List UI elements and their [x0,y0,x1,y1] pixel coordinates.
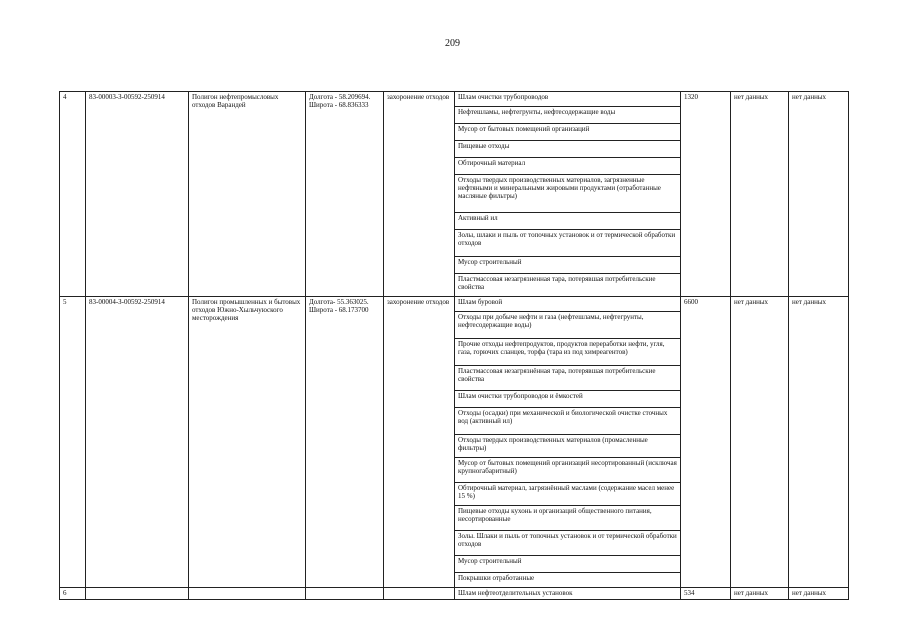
waste-register-table [59,91,849,600]
purpose-cell: захоронение отходов [384,92,455,297]
data-cell-8: нет данных [789,297,849,588]
waste-type-cell: Пищевые отходы [455,141,681,158]
object-code-cell [86,588,189,600]
table-row [60,588,849,600]
waste-type-cell: Обтирочный материал [455,158,681,175]
waste-type-cell: Активный ил [455,213,681,230]
object-code-cell: 83-00004-З-00592-250914 [86,297,189,588]
data-cell-7: нет данных [731,588,789,600]
data-cell-8: нет данных [789,92,849,297]
waste-type-cell: Пищевые отходы кухонь и организаций общественного питания, несортированные [455,506,681,531]
row-number-cell: 5 [60,297,86,588]
capacity-cell: 6600 [681,297,731,588]
purpose-cell [384,588,455,600]
waste-type-cell: Прочие отходы нефтепродуктов, продуктов переработки нефти, угля, газа, горючих сланцев, торфа (тара из под химреагентов) [455,339,681,366]
object-name-cell [189,588,306,600]
object-code-cell: 83-00003-З-00592-250914 [86,92,189,297]
coordinates-cell: Долгота- 55.363025. Широта - 68.173700 [306,297,384,588]
table-row [60,92,849,107]
data-cell-7: нет данных [731,92,789,297]
object-name-cell: Полигон промышленных и бытовых отходов Южно-Хыльчуюского месторождения [189,297,306,588]
waste-type-cell: Шлам нефтеотделительных установок [455,588,681,600]
waste-type-cell: Шлам очистки трубопроводов и ёмкостей [455,391,681,408]
waste-type-cell: Мусор строительный [455,257,681,274]
row-number-cell: 6 [60,588,86,600]
coordinates-cell [306,588,384,600]
waste-type-cell: Обтирочный материал, загрязнённый маслами (содержание масел менее 15 %) [455,483,681,506]
waste-type-cell: Отходы при добыче нефти и газа (нефтешламы, нефтегрунты, нефтесодержащие воды) [455,312,681,339]
data-cell-7: нет данных [731,297,789,588]
coordinates-cell: Долгота - 58.209694. Широта - 68.836333 [306,92,384,297]
waste-type-cell: Шлам очистки трубопроводов [455,92,681,107]
waste-type-cell: Шлам буровой [455,297,681,312]
waste-type-cell: Отходы (осадки) при механической и биологической очистке сточных вод (активный ил) [455,408,681,435]
waste-type-cell: Золы. Шлаки и пыль от топочных установок и от термической обработки отходов [455,531,681,556]
purpose-cell: захоронение отходов [384,297,455,588]
waste-type-cell: Пластмассовая незагрязнённая тара, потерявшая потребительские свойства [455,366,681,391]
waste-type-cell: Мусор строительный [455,556,681,573]
waste-type-cell: Нефтешламы, нефтегрунты, нефтесодержащие воды [455,107,681,124]
waste-type-cell: Отходы твердых производственных материалов (промасленные фильтры) [455,435,681,458]
data-cell-8: нет данных [789,588,849,600]
waste-type-cell: Мусор от бытовых помещений организаций [455,124,681,141]
page-number: 209 [445,38,460,49]
table-row [60,297,849,312]
waste-type-cell: Покрышки отработанные [455,573,681,588]
waste-type-cell: Отходы твердых производственных материалов, загрязненные нефтяными и минеральными жировыми продуктами (отработанные масляные фильтры) [455,175,681,213]
object-name-cell: Полигон нефтепромысловых отходов Варандей [189,92,306,297]
row-number-cell: 4 [60,92,86,297]
waste-type-cell: Мусор от бытовых помещений организаций несортированный (исключая крупногабаритный) [455,458,681,483]
capacity-cell: 534 [681,588,731,600]
waste-type-cell: Пластмассовая незагрязненная тара, потерявшая потребительские свойства [455,274,681,297]
waste-type-cell: Золы, шлаки и пыль от топочных установок и от термической обработки отходов [455,230,681,257]
capacity-cell: 1320 [681,92,731,297]
